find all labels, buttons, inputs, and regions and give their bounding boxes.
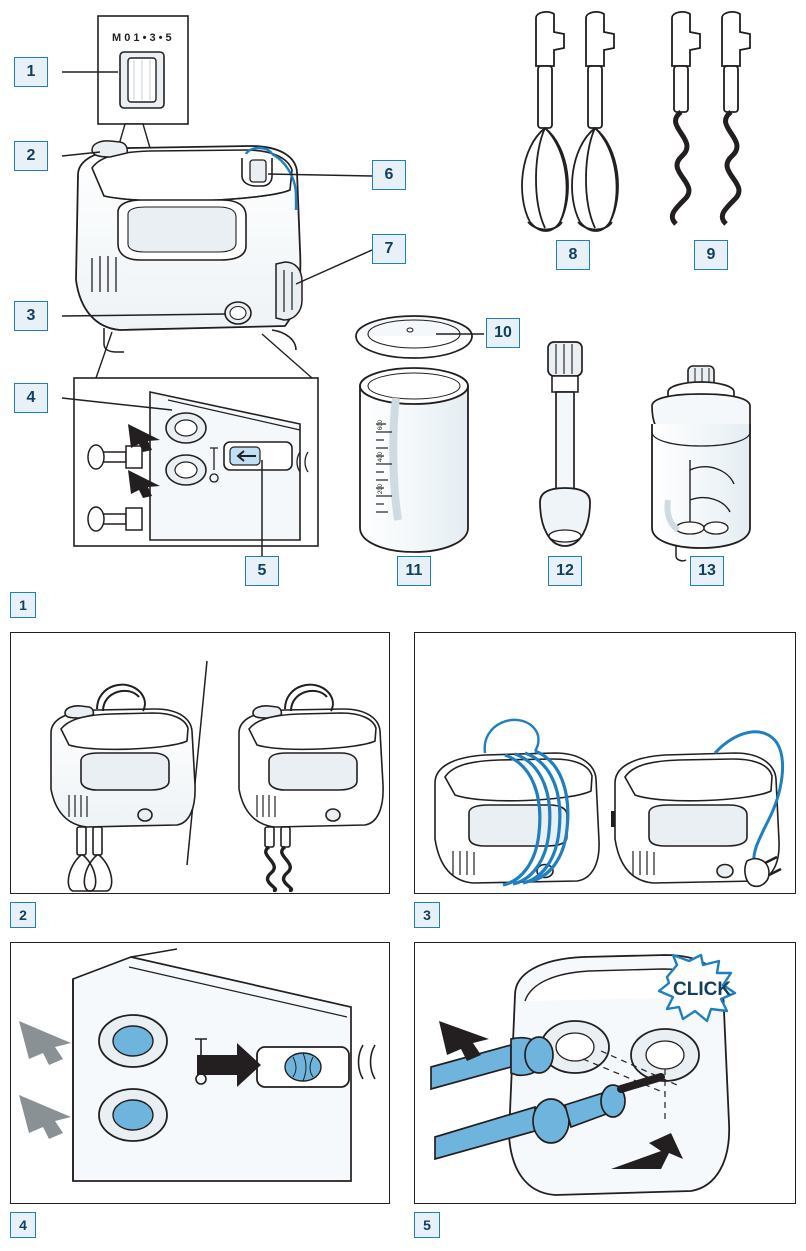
overview-illustration (0, 0, 806, 600)
figure-3-panel (414, 632, 796, 894)
socket-detail-box (74, 332, 318, 546)
callout-6: 6 (372, 160, 406, 190)
callout-9: 9 (694, 240, 728, 270)
callout-7: 7 (372, 234, 406, 264)
callout-3: 3 (14, 301, 48, 331)
callout-4: 4 (14, 383, 48, 413)
figure-label-2: 2 (10, 902, 36, 928)
callout-1: 1 (14, 57, 48, 87)
callout-13: 13 (690, 556, 724, 586)
svg-text:200: 200 (378, 483, 384, 494)
callout-8: 8 (556, 240, 590, 270)
dough-hooks (672, 12, 750, 224)
svg-text:600: 600 (378, 419, 384, 430)
section-label-1: 1 (10, 592, 36, 618)
svg-text:400: 400 (378, 451, 384, 462)
figure-5-panel (414, 942, 796, 1204)
figure-4-panel (10, 942, 390, 1204)
svg-text:M 0 1 • 3 • 5: M 0 1 • 3 • 5 (112, 32, 172, 44)
click-label: CLICK (673, 979, 732, 1000)
stirrer-beaters (522, 12, 618, 231)
callout-10: 10 (486, 318, 520, 348)
beaker-lid (356, 316, 472, 358)
food-processor-bowl (652, 366, 750, 561)
figure-label-3: 3 (414, 902, 440, 928)
callout-5: 5 (245, 556, 279, 586)
mixer-body (76, 141, 302, 352)
measuring-beaker (360, 368, 468, 552)
figure-label-4: 4 (10, 1212, 36, 1238)
figure-label-5: 5 (414, 1212, 440, 1238)
speed-dial-detail (98, 16, 188, 148)
blending-stick (540, 342, 590, 546)
callout-11: 11 (397, 556, 431, 586)
callout-2: 2 (14, 141, 48, 171)
callout-12: 12 (548, 556, 582, 586)
figure-2-panel (10, 632, 390, 894)
